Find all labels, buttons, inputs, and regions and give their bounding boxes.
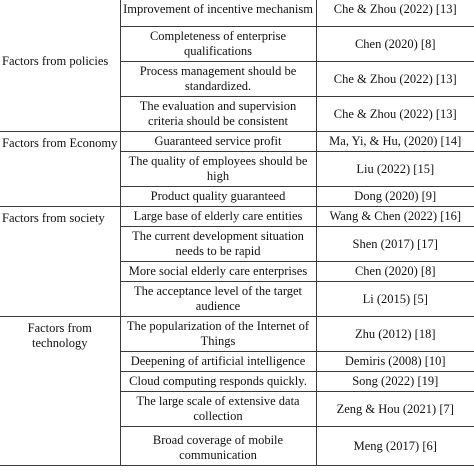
factor-cell: Process management should be standardized. bbox=[120, 62, 316, 97]
factor-cell: The evaluation and supervision criteria should be consistent bbox=[120, 97, 316, 132]
factor-cell: The large scale of extensive data collection bbox=[120, 392, 316, 427]
table-row bbox=[0, 207, 474, 227]
source-cell: Chen (2020) [8] bbox=[316, 262, 474, 282]
category-cell: Factors from technology bbox=[0, 317, 120, 466]
factor-cell: Product quality guaranteed bbox=[120, 187, 316, 207]
factor-cell: Cloud computing responds quickly. bbox=[120, 372, 316, 392]
table-row bbox=[0, 0, 474, 27]
factor-cell: Improvement of incentive mechanism bbox=[120, 0, 316, 27]
table-row bbox=[0, 132, 474, 152]
factor-cell: Large base of elderly care entities bbox=[120, 207, 316, 227]
table-row bbox=[0, 317, 474, 352]
source-cell: Shen (2017) [17] bbox=[316, 227, 474, 262]
factor-cell: More social elderly care enterprises bbox=[120, 262, 316, 282]
factor-cell: The quality of employees should be high bbox=[120, 152, 316, 187]
factor-cell: Broad coverage of mobile communication bbox=[120, 427, 316, 466]
source-cell: Chen (2020) [8] bbox=[316, 27, 474, 62]
source-cell: Che & Zhou (2022) [13] bbox=[316, 97, 474, 132]
category-cell: Factors from society bbox=[0, 207, 120, 317]
source-cell: Liu (2022) [15] bbox=[316, 152, 474, 187]
factor-cell: The acceptance level of the target audience bbox=[120, 282, 316, 317]
factor-cell: Guaranteed service profit bbox=[120, 132, 316, 152]
source-cell: Che & Zhou (2022) [13] bbox=[316, 62, 474, 97]
source-cell: Song (2022) [19] bbox=[316, 372, 474, 392]
source-cell: Demiris (2008) [10] bbox=[316, 352, 474, 372]
source-cell: Li (2015) [5] bbox=[316, 282, 474, 317]
source-cell: Ma, Yi, & Hu, (2020) [14] bbox=[316, 132, 474, 152]
source-cell: Dong (2020) [9] bbox=[316, 187, 474, 207]
source-cell: Zeng & Hou (2021) [7] bbox=[316, 392, 474, 427]
category-cell: Factors from policies bbox=[0, 0, 120, 132]
source-cell: Che & Zhou (2022) [13] bbox=[316, 0, 474, 27]
category-cell: Factors from Economy bbox=[0, 132, 120, 207]
source-cell: Meng (2017) [6] bbox=[316, 427, 474, 466]
source-cell: Zhu (2012) [18] bbox=[316, 317, 474, 352]
factor-cell: The current development situation needs to be rapid bbox=[120, 227, 316, 262]
factor-cell: Deepening of artificial intelligence bbox=[120, 352, 316, 372]
source-cell: Wang & Chen (2022) [16] bbox=[316, 207, 474, 227]
factor-cell: Completeness of enterprise qualifications bbox=[120, 27, 316, 62]
factor-cell: The popularization of the Internet of Things bbox=[120, 317, 316, 352]
